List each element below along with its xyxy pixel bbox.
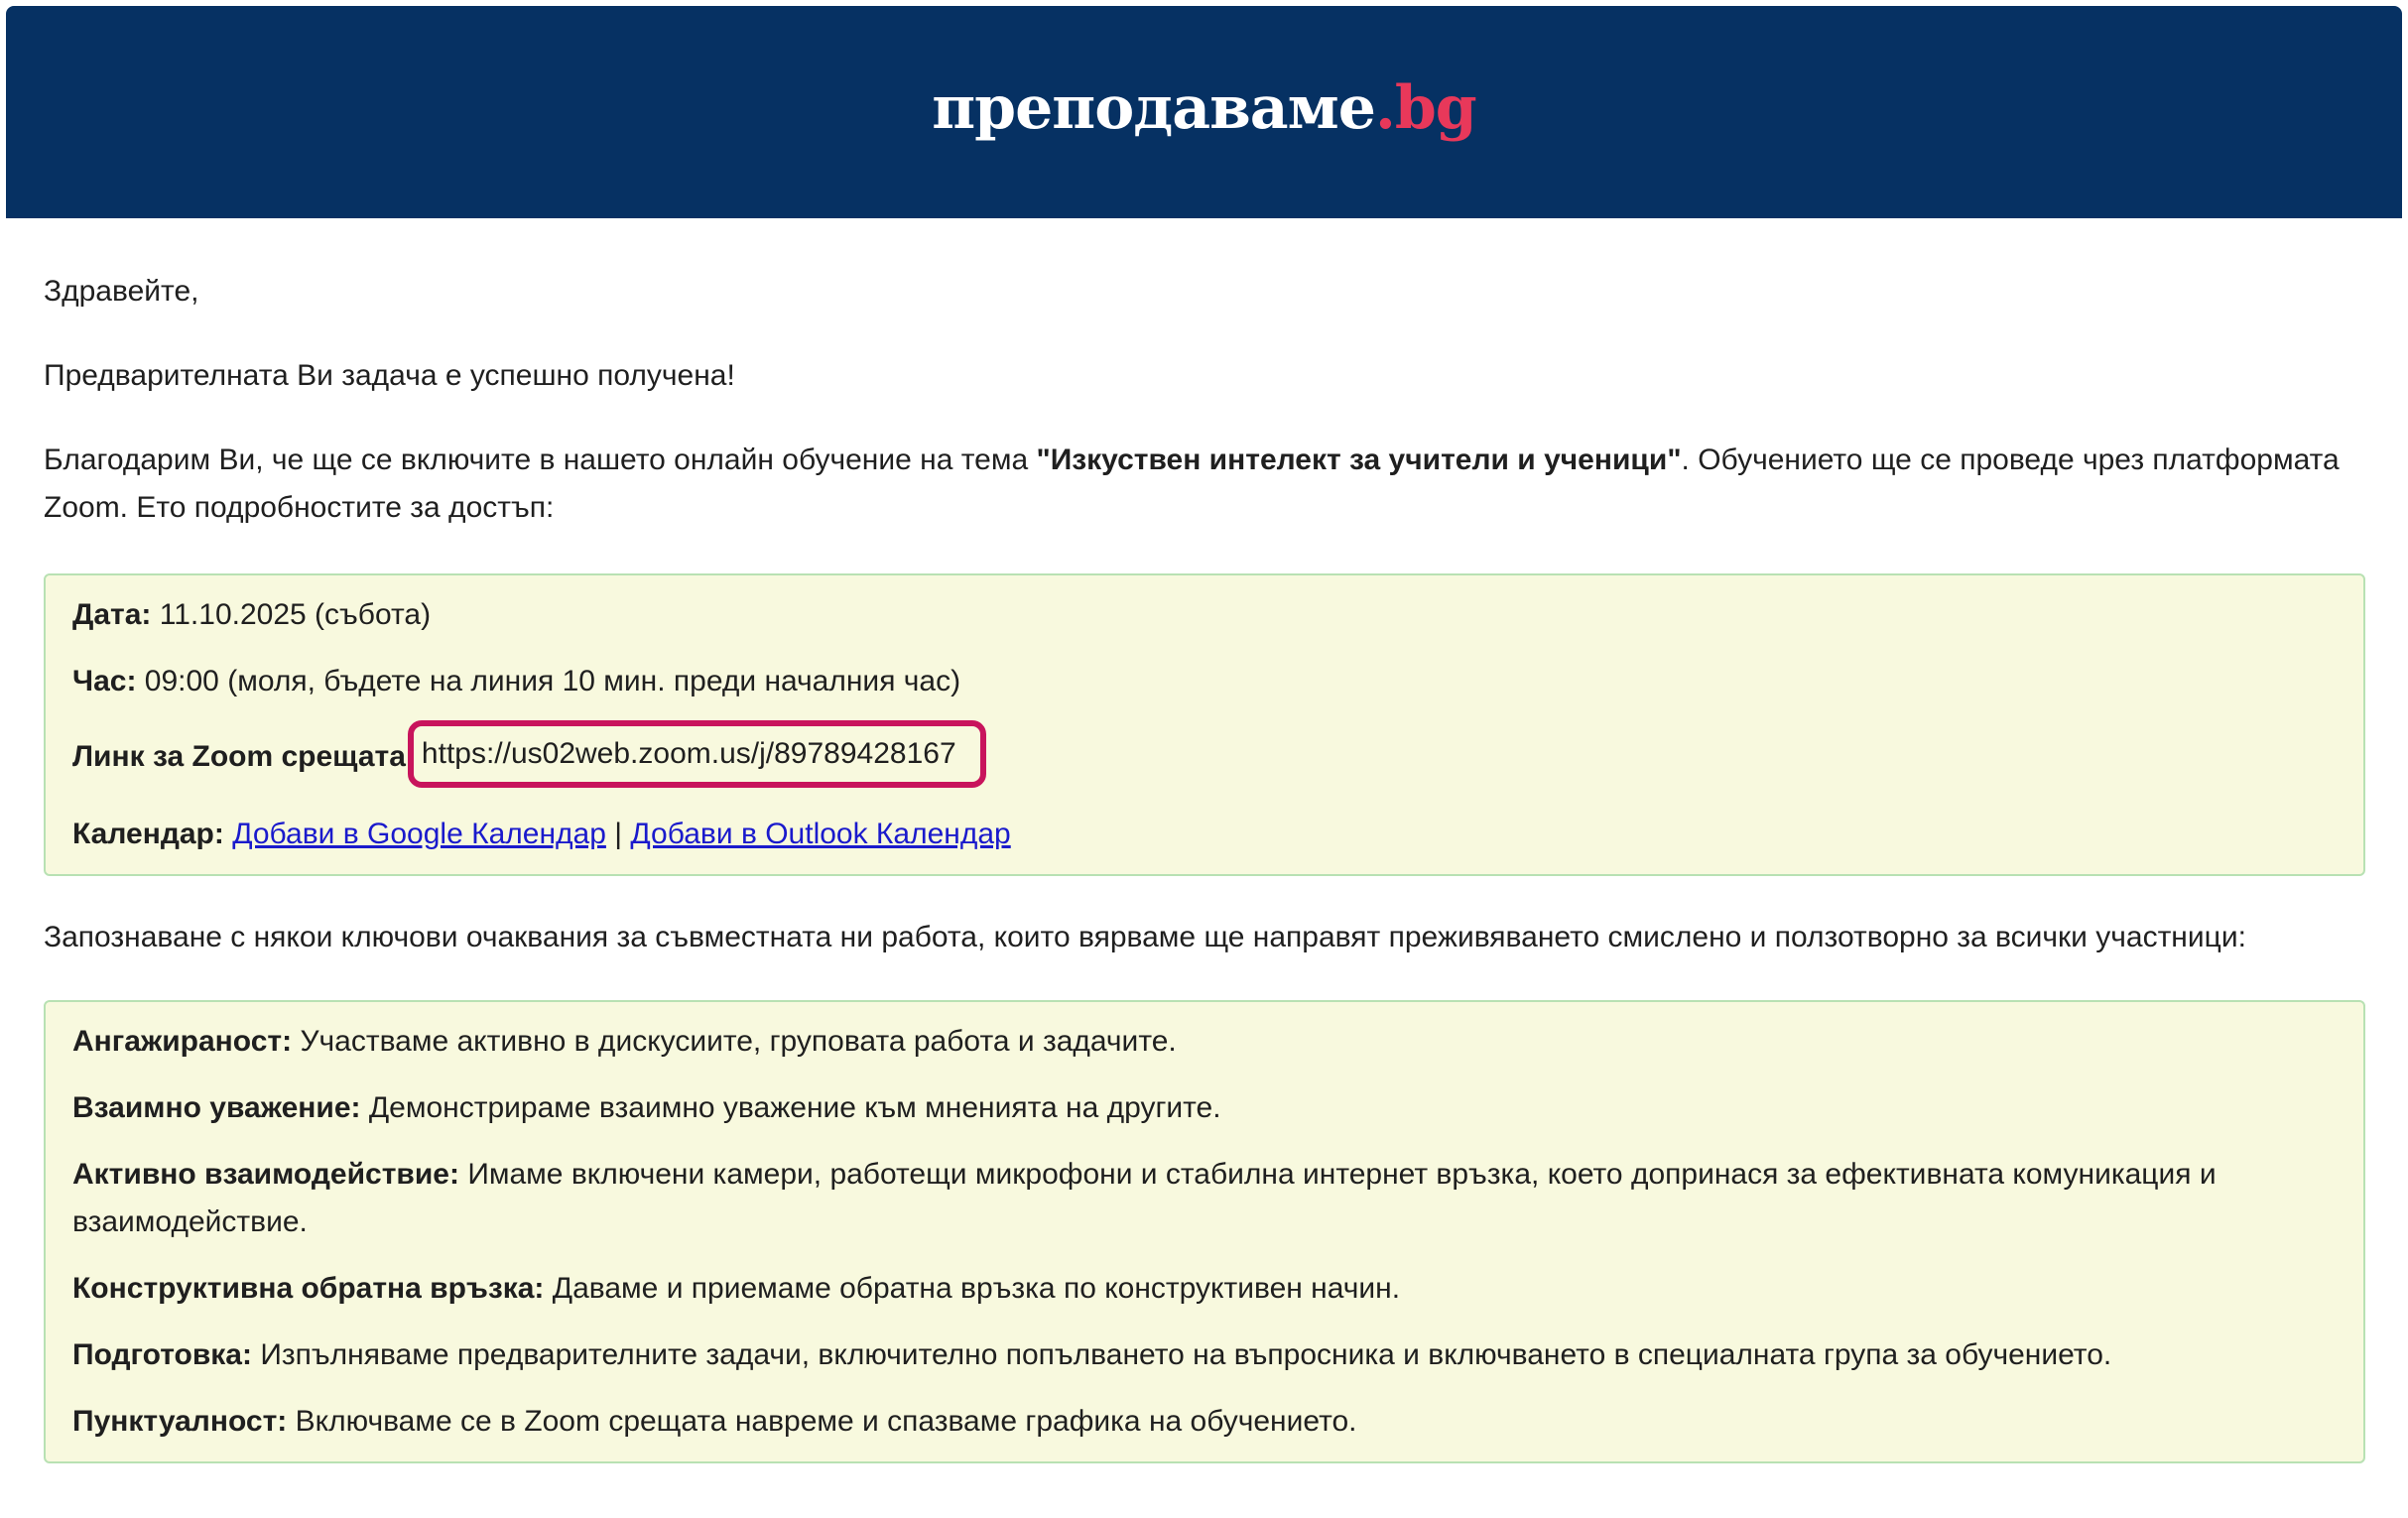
zoom-label: Линк за Zoom срещата bbox=[72, 739, 406, 773]
outlook-calendar-link[interactable]: Добави в Outlook Календар bbox=[630, 818, 1011, 850]
access-details-box bbox=[44, 573, 2365, 876]
date-value: 11.10.2025 (събота) bbox=[159, 598, 432, 631]
training-topic: "Изкуствен интелект за учители и ученици" bbox=[1036, 443, 1682, 476]
zoom-row bbox=[72, 724, 2337, 792]
time-row bbox=[72, 658, 2337, 705]
time-value: 09:00 (моля, бъдете на линия 10 мин. преди началния час) bbox=[144, 665, 961, 697]
logo bbox=[932, 73, 1476, 143]
email-body bbox=[44, 268, 2365, 1463]
expectation-text: Включваме се в Zoom срещата навреме и спазваме графика на обучението. bbox=[295, 1405, 1357, 1438]
greeting: Здравейте, bbox=[44, 275, 199, 308]
google-calendar-link[interactable]: Добави в Google Календар bbox=[232, 818, 606, 850]
expectation-item bbox=[72, 1151, 2337, 1246]
expectation-label: Ангажираност: bbox=[72, 1025, 293, 1058]
expectation-label: Активно взаимодействие: bbox=[72, 1158, 459, 1191]
logo-main-text: преподаваме bbox=[932, 73, 1375, 143]
expectation-text: Участваме активно в дискусиите, груповата работа и задачите. bbox=[300, 1025, 1177, 1058]
expectation-label: Подготовка: bbox=[72, 1338, 252, 1371]
intro-text-before: Благодарим Ви, че ще се включите в нашето онлайн обучение на тема bbox=[44, 443, 1037, 476]
expectation-label: Пунктуалност: bbox=[72, 1405, 288, 1438]
expectation-item bbox=[72, 1398, 2337, 1446]
time-label: Час: bbox=[72, 665, 137, 697]
expectation-text: Изпълняваме предварителните задачи, включително попълването на въпросника и включването в специалната група за обучението. bbox=[260, 1338, 2112, 1371]
expectation-item bbox=[72, 1018, 2337, 1066]
expectations-box bbox=[44, 1000, 2365, 1463]
calendar-label: Календар: bbox=[72, 818, 224, 850]
date-row bbox=[72, 591, 2337, 639]
expectation-label: Взаимно уважение: bbox=[72, 1091, 361, 1124]
expectation-item bbox=[72, 1084, 2337, 1132]
zoom-meeting-link[interactable]: https://us02web.zoom.us/j/89789428167 bbox=[408, 720, 986, 788]
expectation-item bbox=[72, 1331, 2337, 1379]
expectation-text: Даваме и приемаме обратна връзка по конструктивен начин. bbox=[552, 1272, 1401, 1305]
expectation-text: Демонстрираме взаимно уважение към мненията на другите. bbox=[368, 1091, 1221, 1124]
intro-text-after: . Обучението ще се проведе чрез платформата Zoom. Ето подробностите за достъп: bbox=[44, 443, 2340, 524]
logo-accent-text: .bg bbox=[1374, 73, 1476, 143]
expectation-item bbox=[72, 1265, 2337, 1313]
email-header bbox=[6, 6, 2402, 218]
expectation-text: Имаме включени камери, работещи микрофони и стабилна интернет връзка, което допринася за ефективната комуникация и взаимодействие. bbox=[72, 1158, 2217, 1238]
intro-paragraph bbox=[44, 437, 2365, 532]
expectation-label: Конструктивна обратна връзка: bbox=[72, 1272, 545, 1305]
date-label: Дата: bbox=[72, 598, 152, 631]
calendar-row bbox=[72, 811, 2337, 858]
calendar-separator: | bbox=[614, 818, 623, 850]
expectations-intro: Запознаване с някои ключови очаквания за съвместната ни работа, които вярваме ще направят преживяването смислено и ползотворно за всички участници: bbox=[44, 921, 2246, 953]
received-message: Предварителната Ви задача е успешно получена! bbox=[44, 359, 735, 392]
